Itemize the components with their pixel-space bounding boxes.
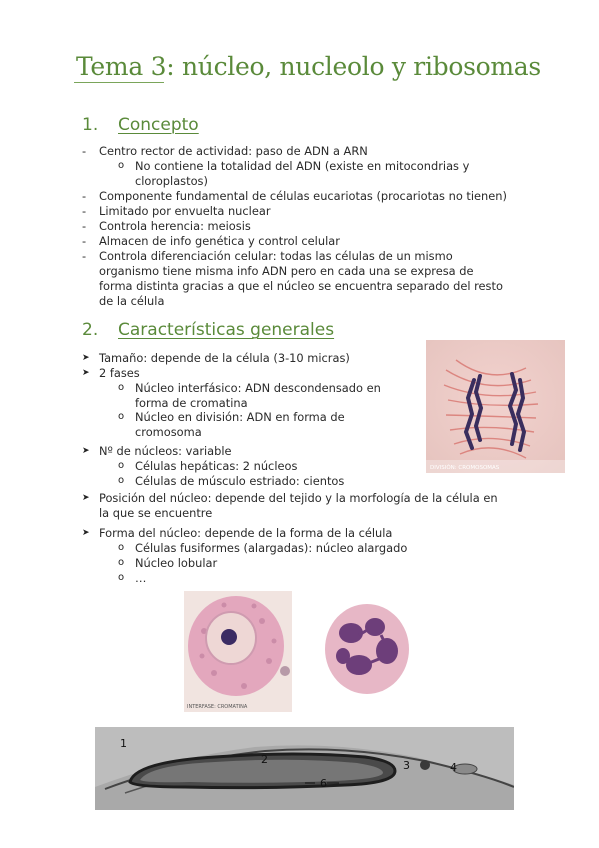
em-label: 4 [450,761,457,774]
list-item: Núcleo interfásico: ADN descondensado en [135,381,381,395]
chromosomes-micrograph [426,340,565,473]
list-item: Centro rector de actividad: paso de ADN a ARN [99,144,368,158]
section-heading-concepto [82,115,199,135]
circle-bullet-icon: o [118,475,125,486]
title-underline [74,82,164,83]
dash-bullet: - [82,144,87,158]
arrow-bullet-icon: ➤ [82,528,90,538]
list-item: Controla herencia: meiosis [99,219,251,233]
section-title: Concepto [118,115,199,135]
em-label: 3 [403,759,410,772]
fusiform-cell-electron-micrograph [95,727,514,810]
list-item-continuation: la que se encuentre [99,506,213,520]
list-item-continuation: cloroplastos) [135,174,208,188]
dash-bullet: - [82,189,87,203]
list-item-continuation: de la célula [99,294,165,308]
circle-bullet-icon: o [118,572,125,583]
circle-bullet-icon: o [118,382,125,393]
dash-bullet: - [82,249,87,263]
list-item: Forma del núcleo: depende de la forma de la célula [99,526,393,540]
lobular-nucleus-micrograph [323,601,411,697]
em-label: 6 [320,777,327,790]
list-item: Núcleo lobular [135,556,218,570]
list-item: No contiene la totalidad del ADN (existe en mitocondrias y [135,159,470,173]
arrow-bullet-icon: ➤ [82,493,90,503]
list-item: Nº de núcleos: variable [99,444,232,458]
dash-bullet: - [82,219,87,233]
list-item: Almacen de info genética y control celular [99,234,340,248]
list-item: Posición del núcleo: depende del tejido y la morfología de la célula en [99,491,498,505]
dash-bullet: - [82,204,87,218]
list-item: Núcleo en división: ADN en forma de [135,410,345,424]
em-label: 1 [120,737,127,750]
em-label: 2 [261,753,268,766]
list-item-continuation: forma de cromatina [135,396,248,410]
list-item-continuation: organismo tiene misma info ADN pero en cada una se expresa de [99,264,474,278]
list-item: Células de músculo estriado: cientos [135,474,345,488]
list-item: Células hepáticas: 2 núcleos [135,459,298,473]
figure-caption: DIVISIÓN: CROMOSOMAS [430,465,500,471]
list-item: … [135,571,147,585]
section-number: 1. [82,115,99,135]
list-item: 2 fases [99,366,140,380]
arrow-bullet-icon: ➤ [82,446,90,456]
arrow-bullet-icon: ➤ [82,368,90,378]
list-item-continuation: forma distinta gracias a que el núcleo se encuentra separado del resto [99,279,503,293]
list-item: Células fusiformes (alargadas): núcleo alargado [135,541,408,555]
list-item: Controla diferenciación celular: todas las células de un mismo [99,249,453,263]
circle-bullet-icon: o [118,160,125,171]
list-item: Componente fundamental de células eucariotas (procariotas no tienen) [99,189,507,203]
section-title: Características generales [118,320,335,340]
list-item: Tamaño: depende de la célula (3-10 micras) [99,351,350,365]
page-title: Tema 3: núcleo, nucleolo y ribosomas [76,52,541,81]
dash-bullet: - [82,234,87,248]
circle-bullet-icon: o [118,460,125,471]
circle-bullet-icon: o [118,411,125,422]
interphase-cell-micrograph [184,591,292,712]
section-heading-caracteristicas [82,320,334,340]
arrow-bullet-icon: ➤ [82,353,90,363]
list-item-continuation: cromosoma [135,425,202,439]
section-number: 2. [82,320,99,340]
figure-caption: INTERFASE: CROMATINA [187,704,248,710]
circle-bullet-icon: o [118,557,125,568]
circle-bullet-icon: o [118,542,125,553]
list-item: Limitado por envuelta nuclear [99,204,271,218]
